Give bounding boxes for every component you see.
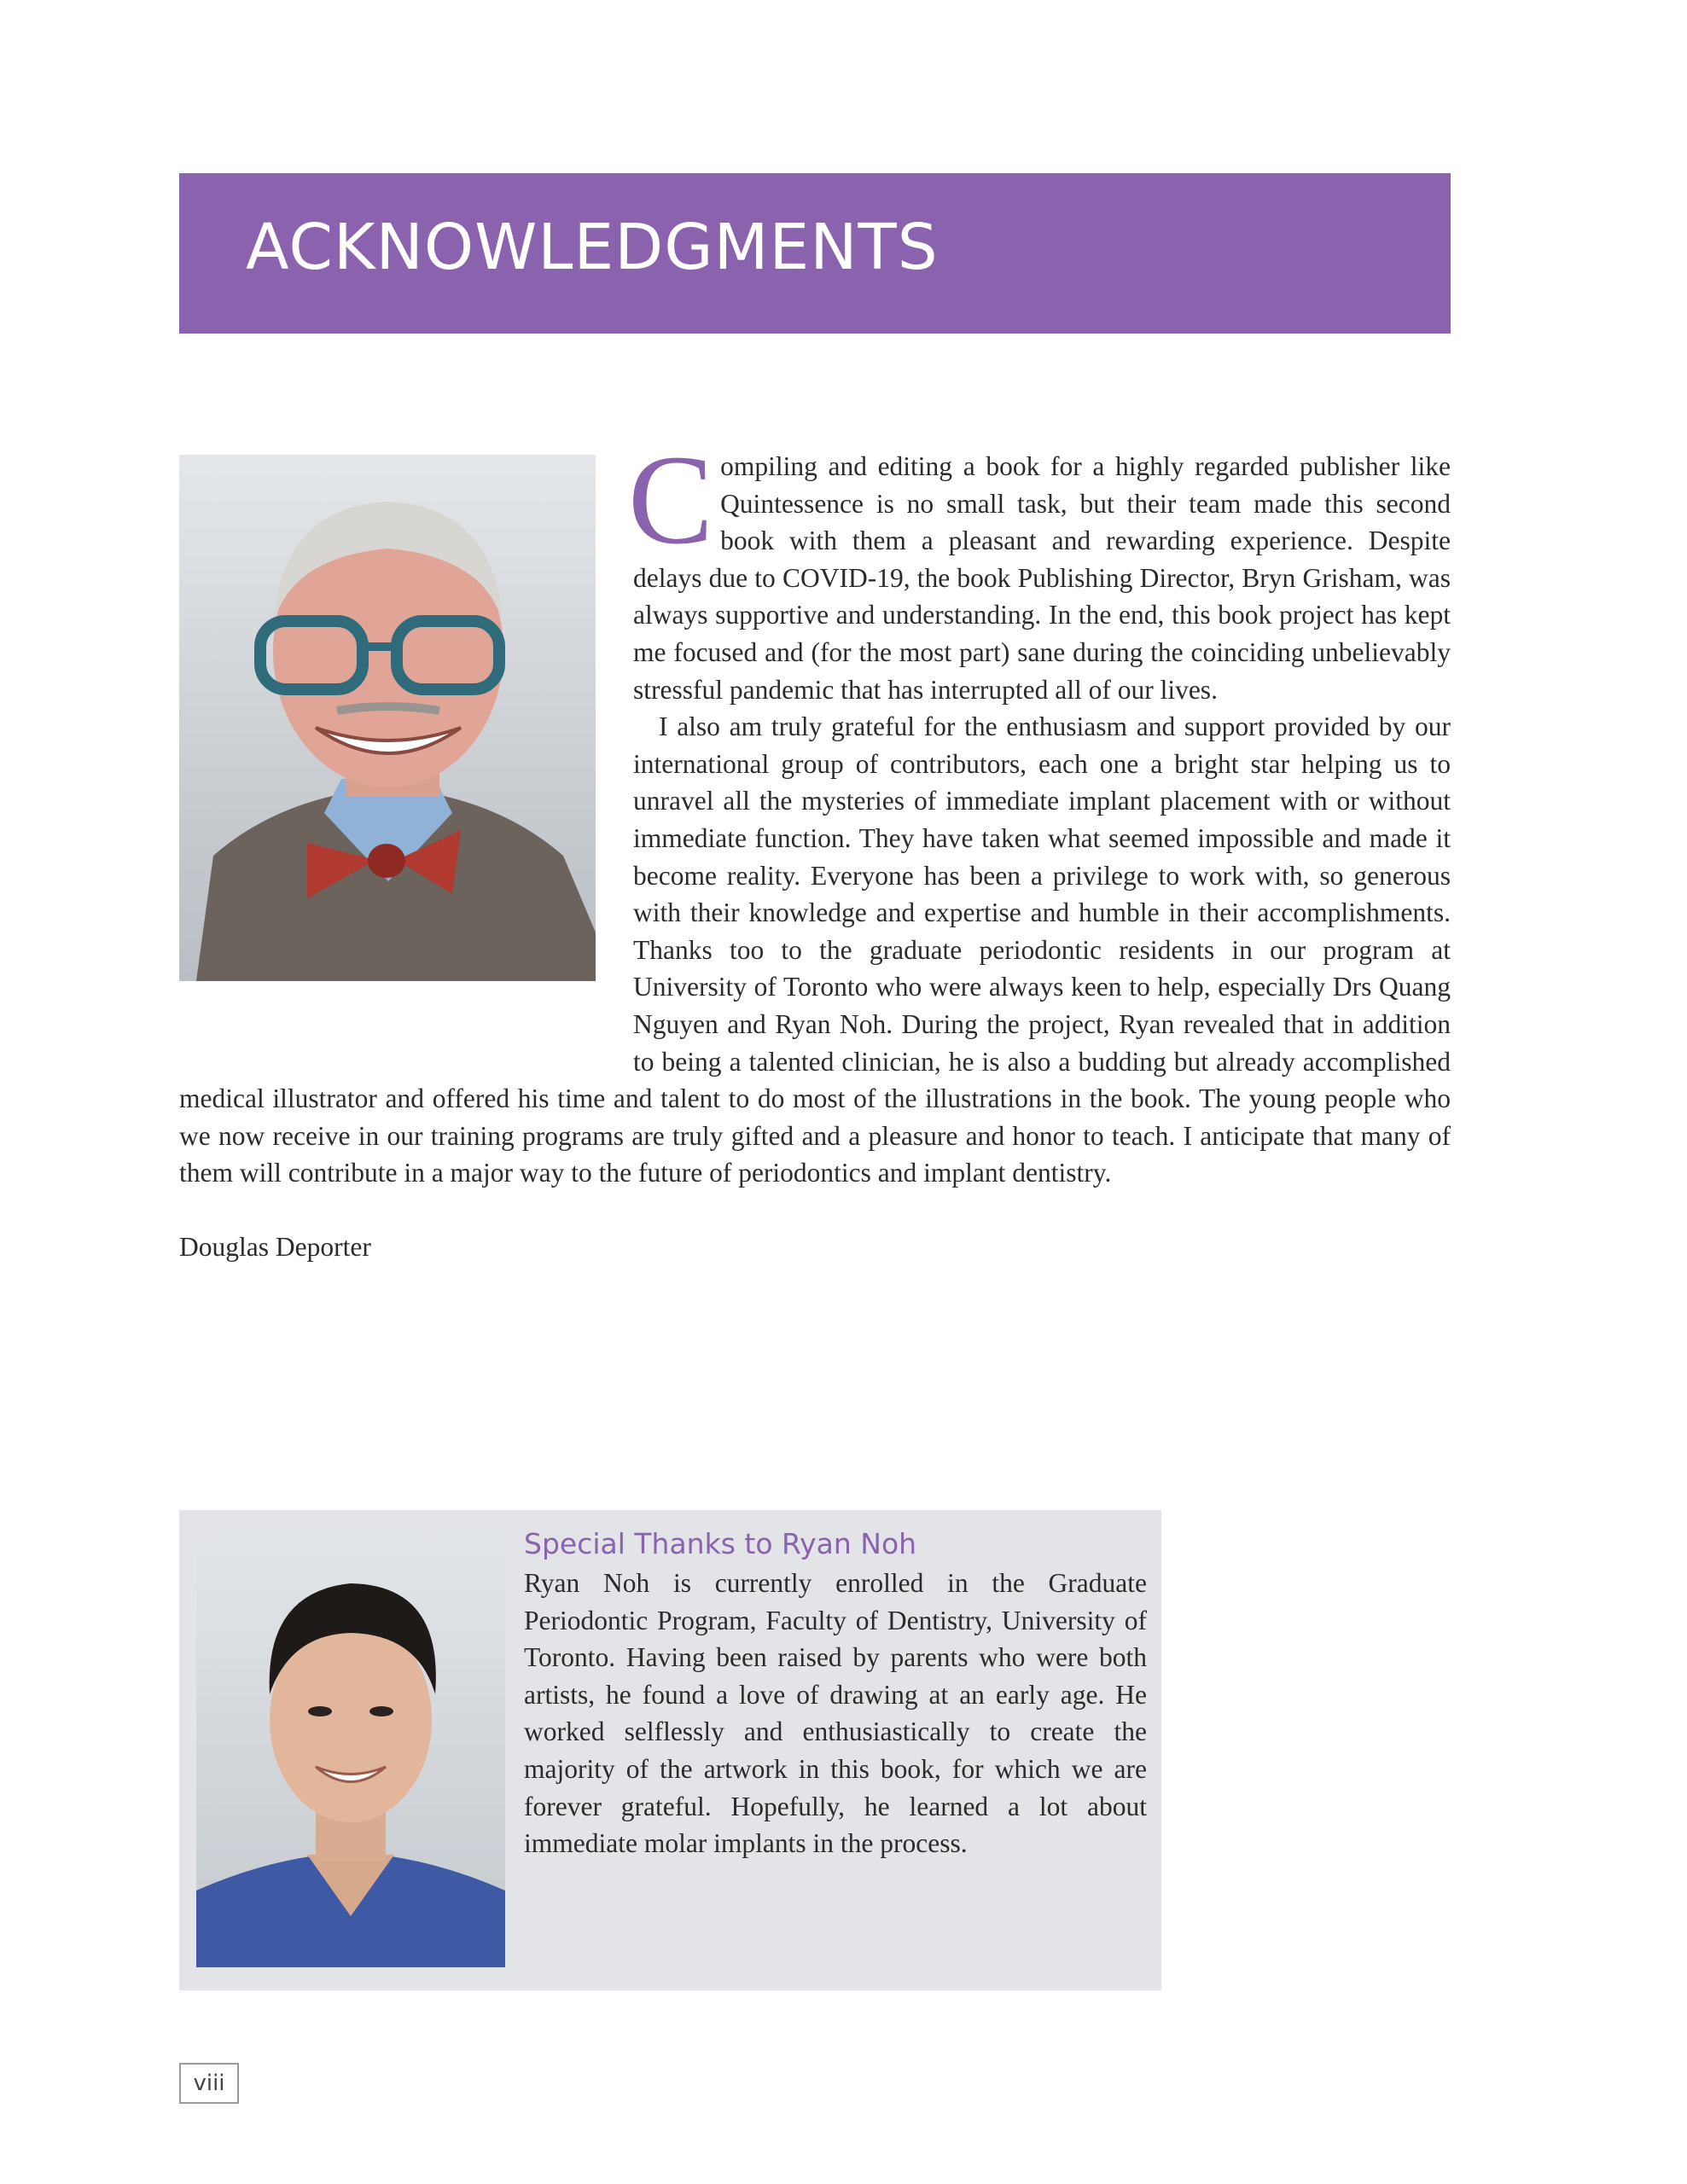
ryan-noh-portrait-illustration bbox=[196, 1532, 505, 1967]
page-number: viii bbox=[179, 2063, 239, 2104]
acknowledgment-body bbox=[179, 429, 1451, 1192]
sidebar-heading: Special Thanks to Ryan Noh bbox=[524, 1527, 917, 1560]
title-banner bbox=[179, 173, 1451, 334]
paragraph-1-text: ompiling and editing a book for a highly regarded publisher like Quintessence is no small task, but their team made this second book with them a pleasant and rewarding experience. Despite delays due to COVID-19, the book Publishing Director, Bryn Grisham, was always supportive and understanding. In the end, this book project has kept me focused and (for the most part) sane during the coinciding unbelievably stressful pandemic that has interrupted all of our lives. bbox=[633, 451, 1451, 705]
author-signature: Douglas Deporter bbox=[179, 1232, 371, 1262]
photo-wrap-spacer bbox=[179, 448, 633, 1043]
ryan-noh-photo bbox=[196, 1532, 505, 1967]
sidebar-text: Ryan Noh is currently enrolled in the Graduate Periodontic Program, Faculty of Dentistry, University of Toronto. Having been raised by parents who were both artists, he found a love of drawing at an early age. He worked selflessly and enthusiastically to create the majority of the artwork in this book, for which we are forever grateful. Hopefully, he learned a lot about immediate molar implants in the process. bbox=[524, 1568, 1147, 1859]
special-thanks-box bbox=[179, 1510, 1161, 1990]
drop-cap: C bbox=[628, 429, 714, 571]
page-title: ACKNOWLEDGMENTS bbox=[246, 211, 939, 284]
paragraph-2: I also am truly grateful for the enthusiasm and support provided by our international group of contributors, each one a bright star helping us to unravel all the mysteries of immediate implant placement with or without immediate function. They have taken what seemed impossible and made it become reality. Everyone has been a privilege to work with, so generous with their knowledge and expertise and humble in their accomplishments. Thanks too to the graduate periodontic residents in our program at University of Toronto who were always keen to help, especially Drs Quang Nguyen and Ryan Noh. During the project, Ryan revealed that in addition to being a talented clinician, he is also a budding but already accomplished medical illustrator and offered his time and talent to do most of the illustrations in the book. The young people who we now receive in our training programs are truly gifted and a pleasure and honor to teach. I anticipate that many of them will contribute in a major way to the future of periodontics and implant dentistry. bbox=[179, 712, 1451, 1188]
